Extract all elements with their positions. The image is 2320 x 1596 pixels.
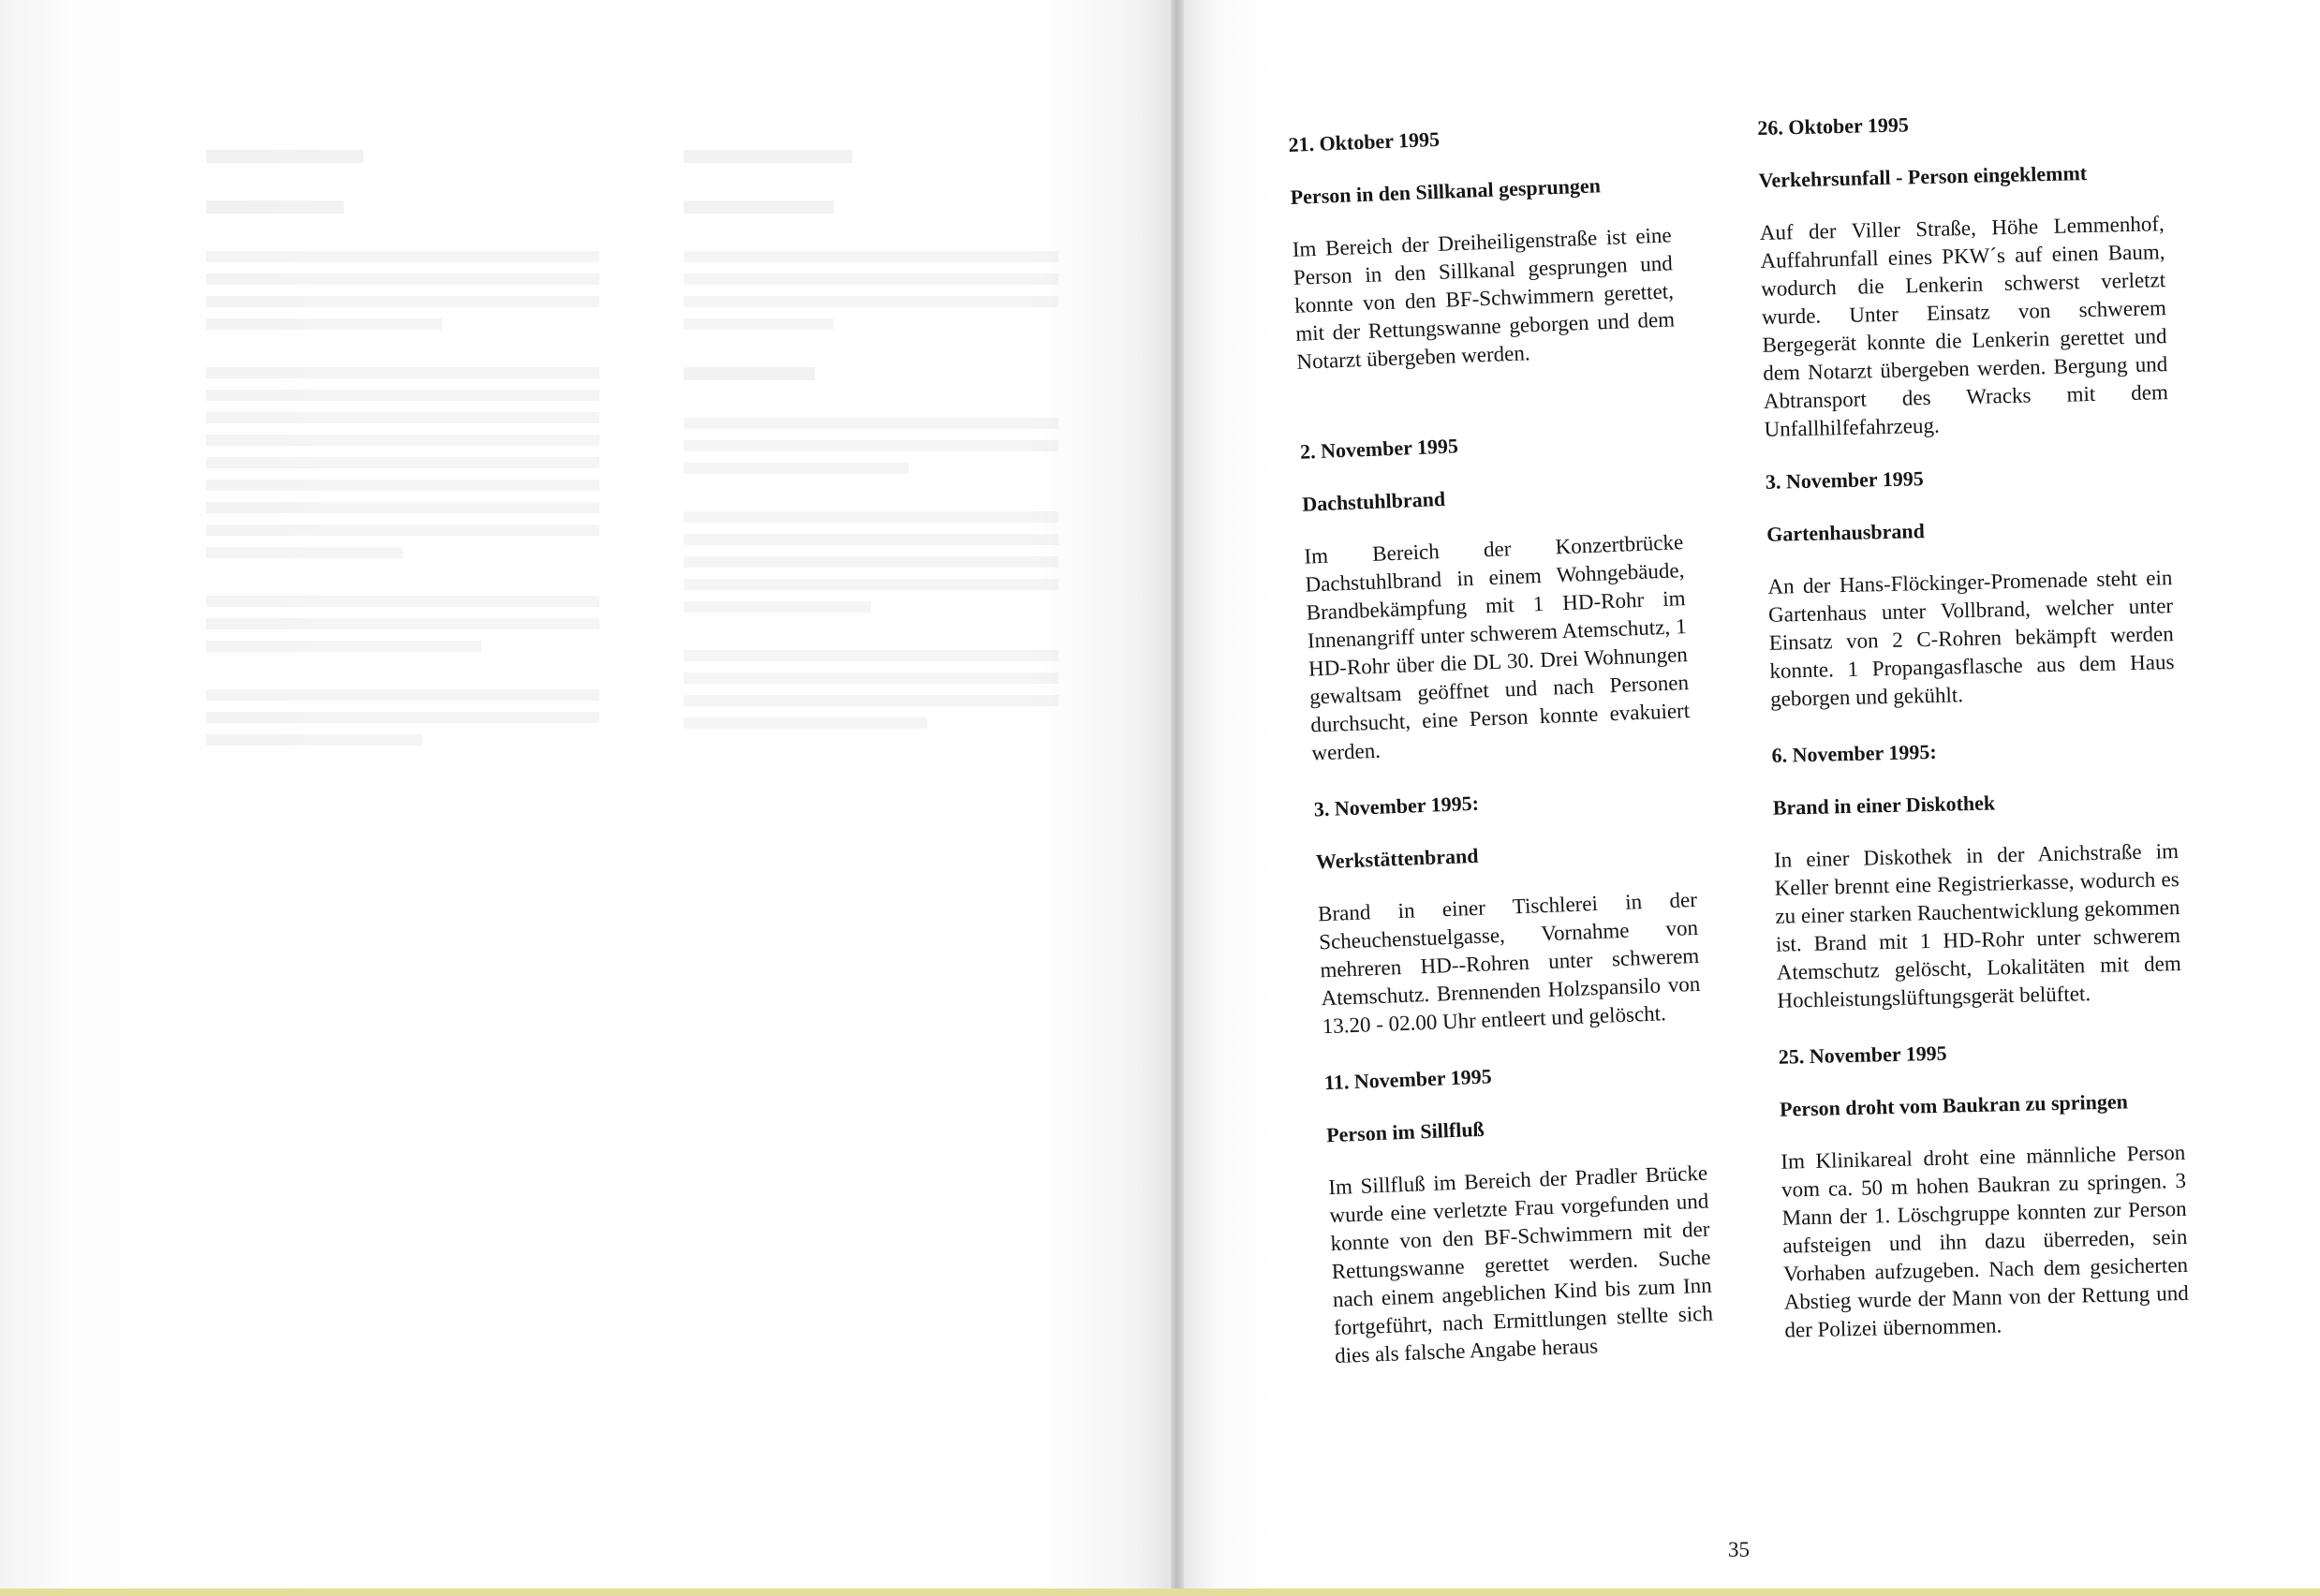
entry-title: Verkehrsunfall - Person eingeklemmt [1758,161,2088,192]
entry-date: 25. November 1995 [1778,1041,1947,1069]
text-column-left [1288,116,1715,1370]
entry-date: 6. November 1995: [1771,739,1937,767]
entry-date: 26. Oktober 1995 [1757,112,1910,140]
text-column-right [1757,105,2190,1344]
entry-body: In einer Diskothek in der Anichstraße im Keller brennt eine Registrierkasse, wodurch es zu einer starken Rauchentwicklung gekommen ist. Brand mit 1 HD-Rohr unter schwerem Atemschutz gelöscht, Lokalitäten mit dem Hochleistungslüftungsgerät belüftet. [1773,838,2181,1012]
page-number: 35 [1728,1538,1750,1561]
entry-date: 2. November 1995 [1299,434,1459,464]
entry [1323,1055,1714,1370]
entry-date: 11. November 1995 [1323,1064,1493,1095]
entry [1300,423,1692,767]
entry-date: 21. Oktober 1995 [1288,126,1441,156]
entry-title: Gartenhausbrand [1766,519,1926,546]
entry-body: Im Bereich der Dreiheiligenstraße ist eine Person in den Sillkanal gesprungen und konnte von den BF-Schwimmern gerettet, mit der Rettungswanne geborgen und dem Notarzt übergeben werden. [1292,223,1676,374]
entry-body: Auf der Viller Straße, Höhe Lemmenhof, Auffahrunfall eines PKW´s auf einen Baum, wodurch die Lenkerin schwerst verletzt wurde. Unter Einsatz von schwerem Bergegerät konnte die Lenkerin gerettet und dem Notarzt übergeben werden. Bergung und Abtransport des Wracks mit dem Unfallhilfefahrzeug. [1759,212,2169,441]
entry-body: Brand in einer Tischlerei in der Scheuchenstuelgasse, Vornahme von mehreren HD--Rohren unter schwerem Atemschutz. Brennenden Holzspansilo von 13.20 - 02.00 Uhr entleert und gelöscht. [1317,887,1701,1039]
scan-edge [0,1589,2320,1596]
entry-title: Dachstuhlbrand [1301,486,1446,516]
entry [1766,459,2176,714]
book-gutter [1171,0,1184,1589]
entry [1771,732,2182,1015]
show-through-text-right [684,140,1058,740]
entry-body: Im Klinikareal droht eine männliche Person vom ca. 50 m hohen Baukran zu springen. 3 Mann der 1. Löschgruppe konnten zur Person aufsteigen und ihn dazu überreden, sein Vorhaben aufzugeben. Nach dem gesicherten Abstieg wurde der Mann von der Rettung und der Polizei übernommen. [1781,1140,2189,1342]
show-through-text-left [206,140,599,757]
entry [1779,1034,2190,1345]
entry-body: An der Hans-Flöckinger-Promenade steht ein Gartenhaus unter Vollbrand, welcher unter Einsatz von 2 C-Rohren bekämpft werden konnte. 1 Propangasflasche aus dem Haus geborgen und gekühlt. [1767,566,2175,711]
entry-body: Im Bereich der Konzertbrücke Dachstuhlbrand in einem Wohngebäude, Brandbekämpfung mit 1 HD-Rohr im Innenangriff unter schwerem Atemschutz, 1 HD-Rohr über die DL 30. Drei Wohnungen gewaltsam geöffnet und nach Personen durchsucht, eine Person konnte evakuiert werden. [1303,530,1691,765]
entry-body: Im Sillfluß im Bereich der Pradler Brücke wurde eine verletzte Frau vorgefunden und konnte von den BF-Schwimmern mit der Rettungswanne gerettet werden. Suche nach einem angeblichen Kind bis zum Inn fortgeführt, nach Ermittlungen stellte sich dies als falsche Angabe heraus [1327,1160,1714,1368]
entry-title: Person in den Sillkanal gesprungen [1290,173,1602,209]
entry [1313,781,1702,1041]
entry-title: Brand in einer Diskothek [1772,791,1996,820]
entry-date: 3. November 1995: [1313,791,1480,821]
entry-date: 3. November 1995 [1765,466,1925,494]
entry-title: Person im Sillfluß [1325,1116,1485,1147]
entry [1288,116,1677,376]
entry-title: Person droht vom Baukran zu springen [1779,1089,2129,1121]
entry [1757,105,2169,444]
entry-title: Werkstättenbrand [1315,843,1479,874]
